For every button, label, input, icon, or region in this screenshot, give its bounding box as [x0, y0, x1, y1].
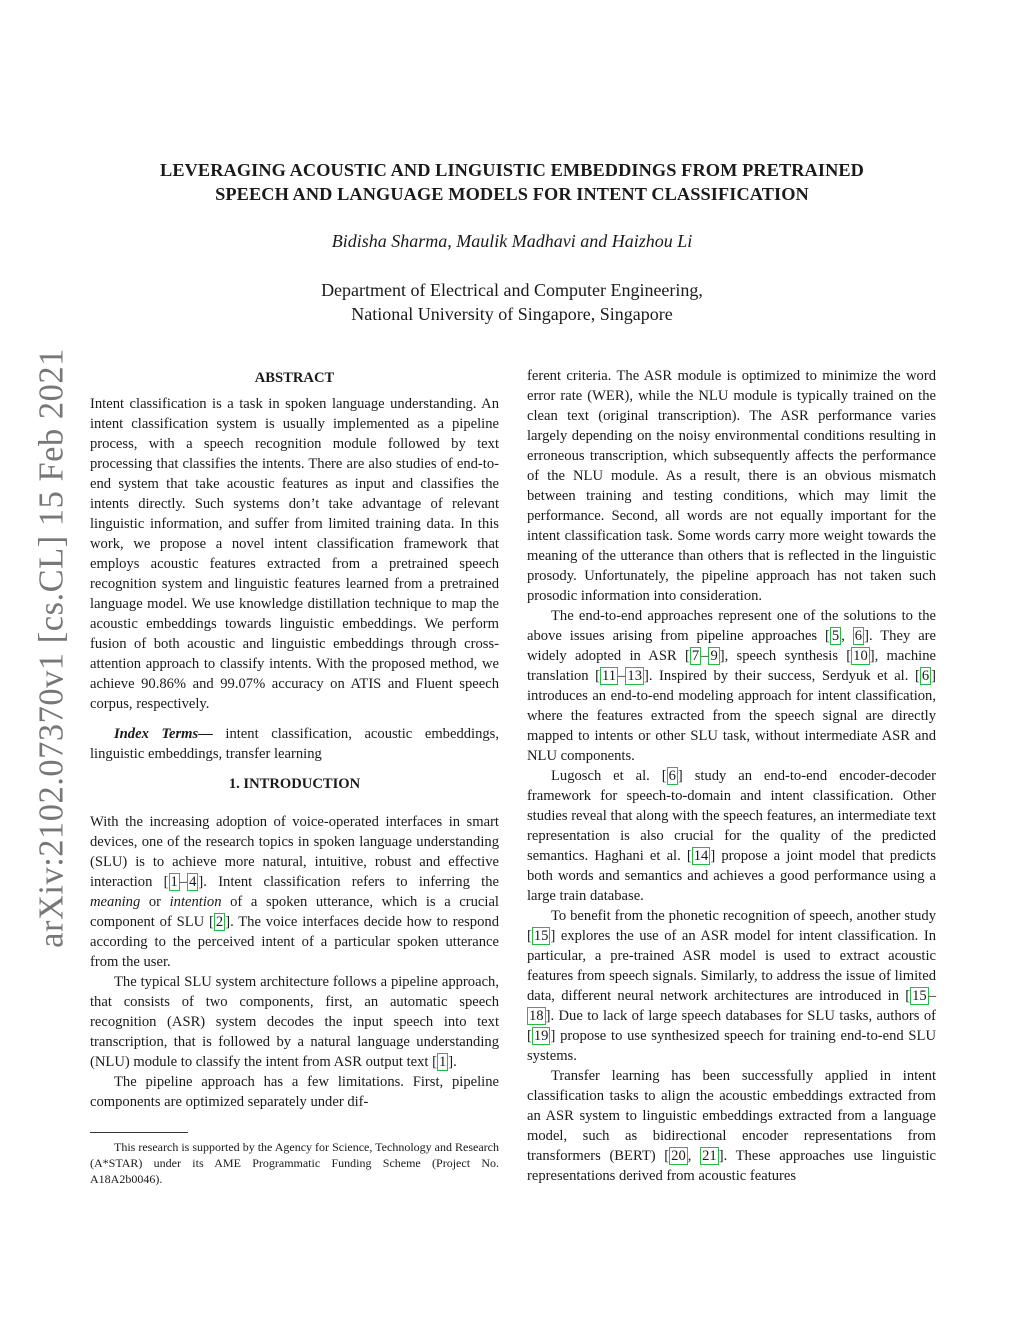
citation-link[interactable]: 4 [189, 874, 197, 890]
affiliation [90, 278, 934, 326]
citation-link[interactable]: 10 [853, 648, 868, 664]
citation-link[interactable]: 13 [627, 668, 642, 684]
citation-link[interactable]: 19 [533, 1028, 549, 1044]
intro-paragraph-4: The end-to-end approaches represent one of the solutions to the above issues arising from pipeline approaches [ 5 , 6 ]. They are widely adopted in ASR [ 7 – 9 ], speech synthesis [ 10 ], machine translation [ 11 – 13 ]. Inspired by their success, Serdyuk et al. [ 6 ] introduces an end-to-end modeling approach for intent classification, where the features extracted from the speech signal are directly mapped to intents or other SLU task, without intermediate ASR and NLU components. [527, 608, 937, 764]
citation-link[interactable]: 15 [912, 988, 927, 1004]
citation-link[interactable]: 18 [529, 1008, 544, 1024]
intro-paragraph-2: The typical SLU system architecture follows a pipeline approach, that consists of two components, first, an automatic speech recognition (ASR) system decodes the input speech into text transcription, that is followed by a natural language understanding (NLU) module to classify the intent from ASR output text [ 1 ]. [90, 974, 499, 1070]
right-column [527, 366, 936, 1186]
citation-link[interactable]: 1 [438, 1054, 447, 1070]
citation-link[interactable]: 2 [215, 914, 224, 930]
intro-paragraph-3-start: The pipeline approach has a few limitations. First, pipeline components are optimized separately under dif- [90, 1074, 499, 1110]
index-terms [90, 724, 499, 764]
footnote-rule [90, 1132, 188, 1133]
citation-link[interactable]: 6 [921, 668, 930, 684]
citation-link[interactable]: 6 [854, 628, 863, 644]
intro-paragraph-3-cont: ferent criteria. The ASR module is optimized to minimize the word error rate (WER), while the NLU module is typically trained on the clean text (original transcription). The ASR performance varies largely depending on the noisy environmental conditions resulting in erroneous transcription, which subsequently affects the performance of the NLU module. As a result, there is an obvious mismatch between training and testing conditions, which may limit the performance. Second, all words are not equally important for the intent classification task. Some words carry more weight towards the meaning of the utterance than others that is reflected in the linguistic prosody. Unfortunately, the pipeline approach has not taken such prosodic information into consideration. [527, 368, 936, 604]
citation-link[interactable]: 21 [702, 1148, 717, 1164]
intro-paragraph-6: To benefit from the phonetic recognition of speech, another study [ 15 ] explores the use of an ASR model for intent classification. In particular, a pre-trained ASR model is used to extract acoustic features from speech signals. Similarly, to address the issue of limited data, different neural network architectures are introduced in [ 15 –18 ]. Due to lack of large speech databases for SLU tasks, authors of [ 19 ] propose to use synthesized speech for training end-to-end SLU systems. [527, 908, 936, 1064]
intro-paragraph-7: Transfer learning has been successfully applied in intent classification tasks to align the acoustic embeddings extracted from an ASR system to linguistic embeddings extracted from a language model, such as bidirectional encoder representations from transformers (BERT) [ 20 , 21 ]. These approaches use linguistic representations derived from acoustic features [527, 1068, 936, 1184]
paper-title [90, 158, 934, 206]
index-terms-label: Index Terms— [114, 726, 213, 742]
intro-heading: 1. INTRODUCTION [228, 776, 361, 792]
citation-link[interactable]: 7 [691, 648, 700, 664]
title-line-1: LEVERAGING ACOUSTIC AND LINGUISTIC EMBEDDINGS FROM PRETRAINED [160, 160, 864, 180]
abstract-heading: ABSTRACT [254, 370, 335, 386]
intro-paragraph-1: With the increasing adoption of voice-operated interfaces in smart devices, one of the research topics in spoken language understanding (SLU) is to achieve more natural, intuitive, robust and effective interaction [ 1 – 4 ]. Intent classification refers to inferring the meaning or intention of a spoken utterance, which is a crucial component of SLU [ 2 ]. The voice interfaces decide how to respond according to the perceived intent of a particular spoken utterance from the user. [90, 814, 499, 970]
arxiv-id: arXiv:2102.07370v1 [cs.CL] 15 Feb 2021 [32, 348, 71, 948]
affiliation-line-1: Department of Electrical and Computer Engineering, [321, 280, 703, 300]
citation-link[interactable]: 11 [602, 668, 617, 684]
citation-link[interactable]: 1 [170, 874, 178, 890]
citation-link[interactable]: 15 [533, 928, 549, 944]
citation-link[interactable]: 14 [693, 848, 709, 864]
footnote: This research is supported by the Agency for Science, Technology and Research (A*STAR) under its AME Programmatic Funding Scheme (Project No. A18A2b0046). [90, 1140, 499, 1186]
abstract-text: Intent classification is a task in spoken language understanding. An intent classification system is usually implemented as a pipeline process, with a speech recognition module followed by text processing that classifies the intents. There are also studies of end-to-end system that take acoustic features as input and classifies the intents directly. Such systems don’t take advantage of relevant linguistic information, and suffer from limited training data. In this work, we propose a novel intent classification framework that employs acoustic features extracted from a pretrained speech recognition system and linguistic features learned from a pretrained language model. We use knowledge distillation technique to map the acoustic embeddings towards linguistic embeddings. We perform fusion of both acoustic and linguistic embeddings through cross-attention approach to classify intents. With the proposed method, we achieve 90.86% and 99.07% accuracy on ATIS and Fluent speech corpus, respectively. [90, 396, 499, 712]
authors: Bidisha Sharma, Maulik Madhavi and Haizhou Li [331, 231, 693, 251]
citation-link[interactable]: 6 [668, 768, 676, 784]
left-column [90, 366, 499, 1187]
affiliation-line-2: National University of Singapore, Singapore [351, 304, 673, 324]
citation-link[interactable]: 5 [831, 628, 840, 644]
citation-link[interactable]: 9 [710, 648, 718, 664]
citation-link[interactable]: 20 [671, 1148, 686, 1164]
index-terms-text: intent classification, acoustic embeddings, linguistic embeddings, transfer learning [90, 726, 500, 762]
intro-paragraph-5: Lugosch et al. [ 6 ] study an end-to-end encoder-decoder framework for speech-to-domain and intent classification. Other studies reveal that along with the speech features, an intermediate text representation is also crucial for the quality of the predicted semantics. Haghani et al. [ 14 ] propose a joint model that predicts both words and semantics and achieves a good performance using a large train database. [527, 768, 937, 904]
title-line-2: SPEECH AND LANGUAGE MODELS FOR INTENT CLASSIFICATION [215, 184, 809, 204]
